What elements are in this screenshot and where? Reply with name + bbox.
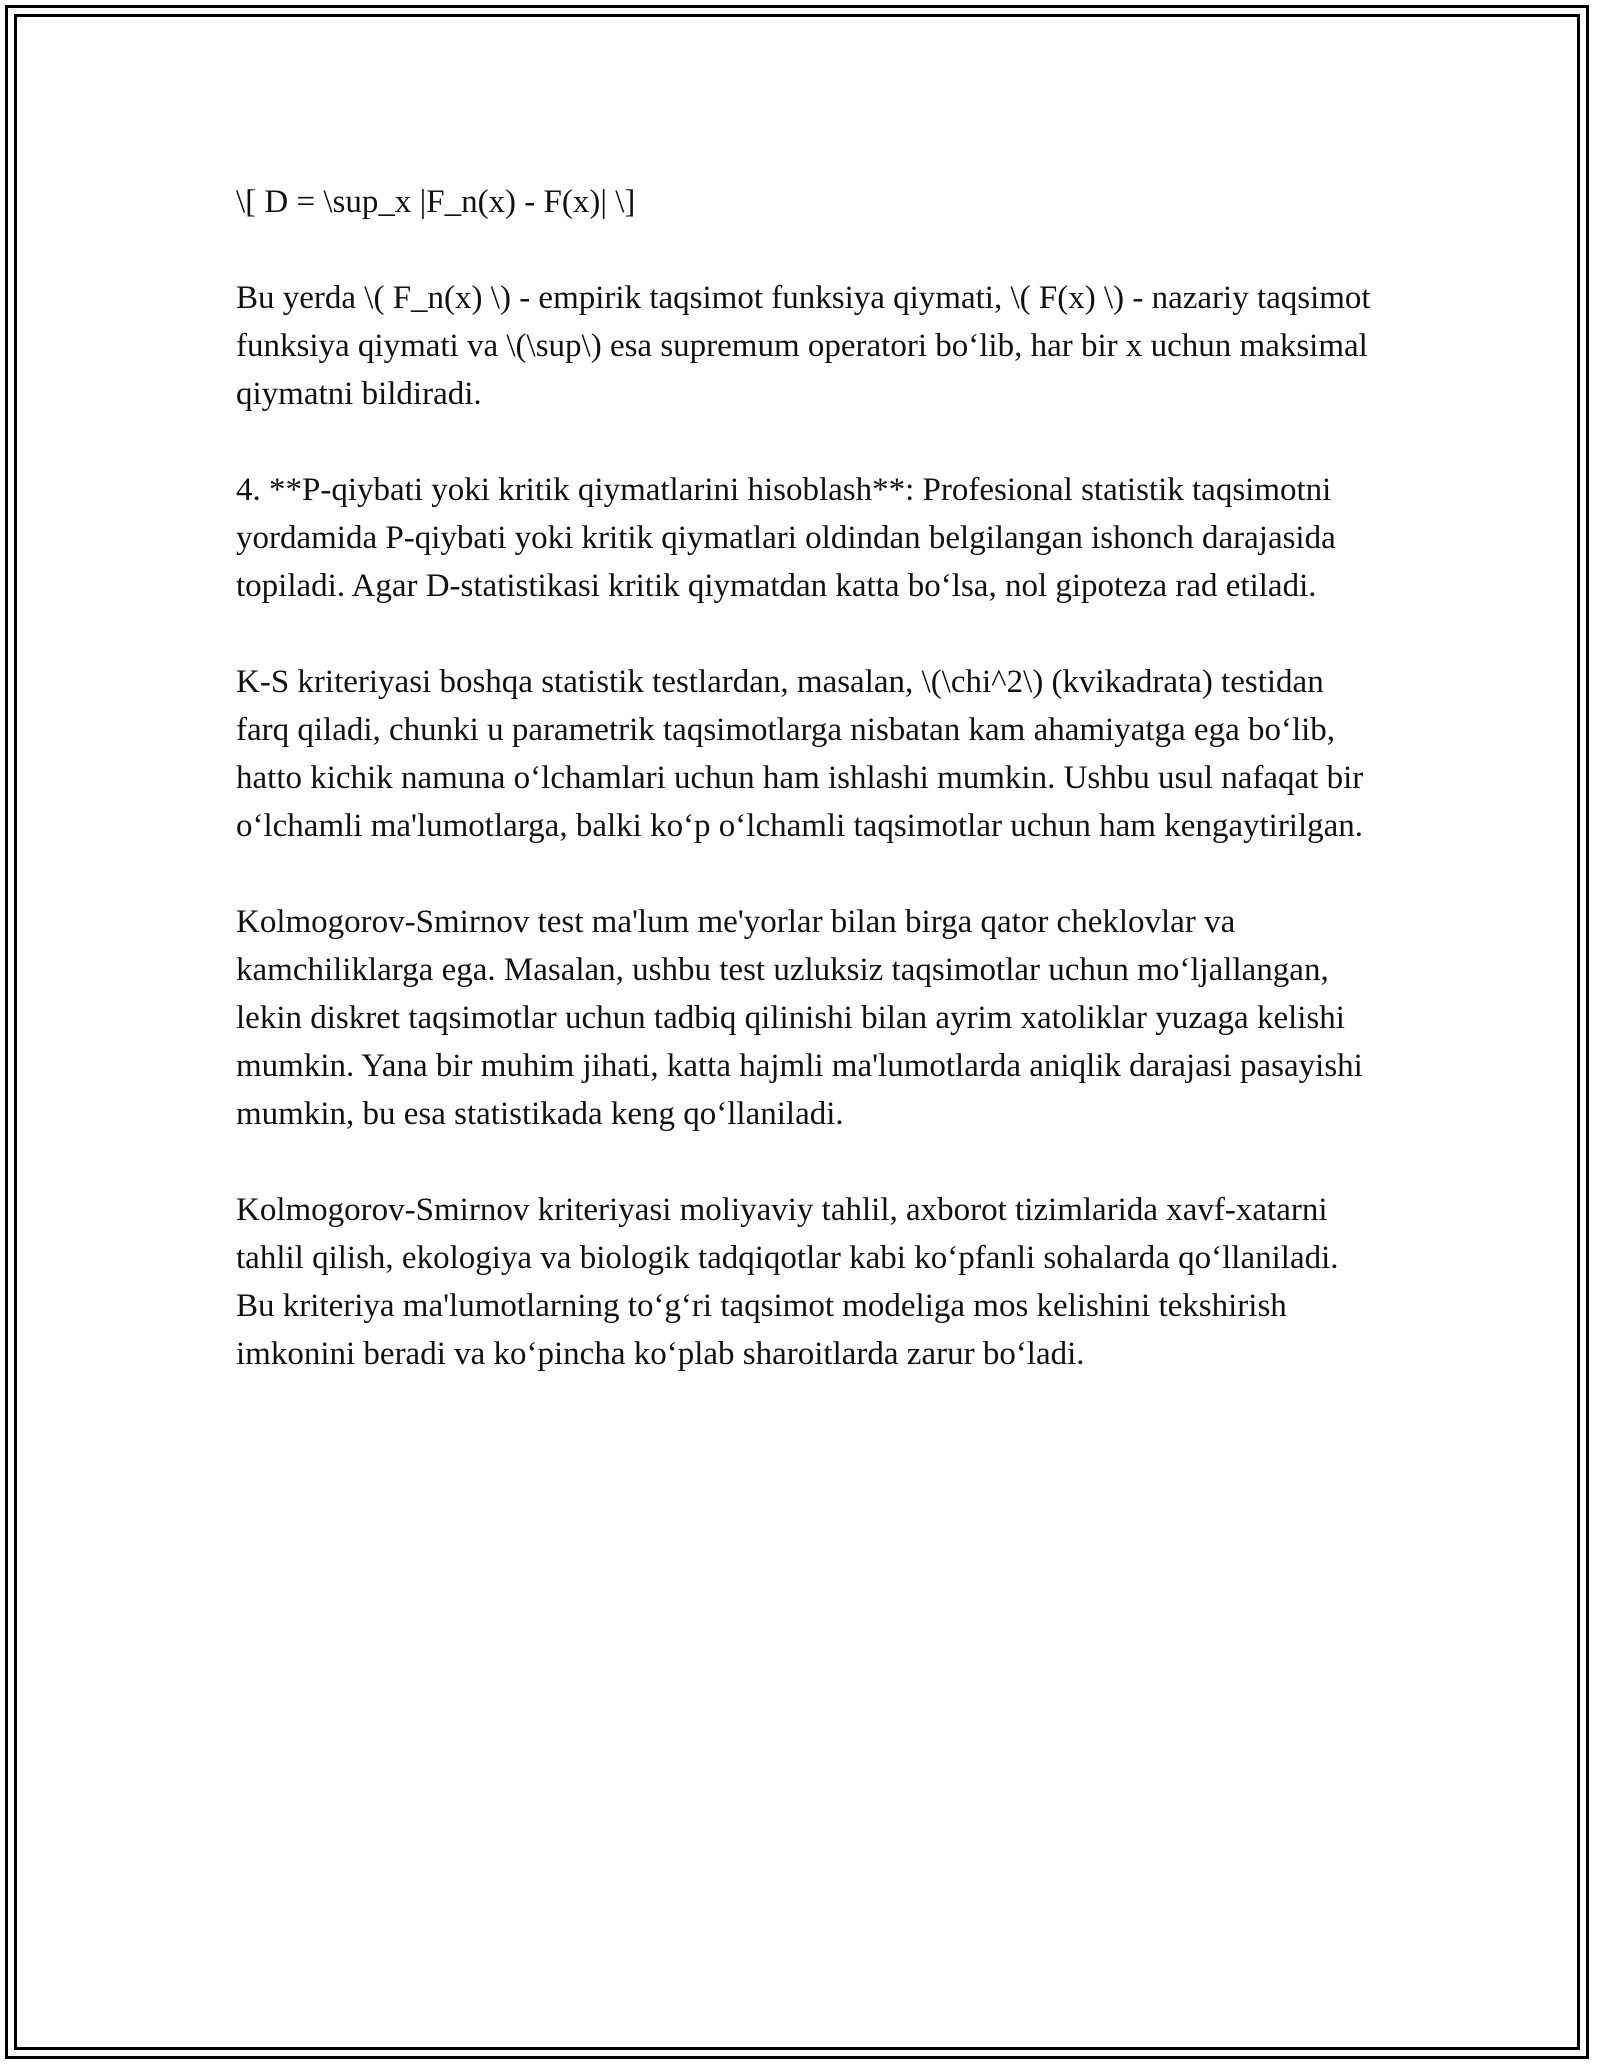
comparison-paragraph: K-S kriteriyasi boshqa statistik testlardan, masalan, \(\chi^2\) (kvikadrata) testidan farq qiladi, chunki u parametrik taqsimotlarga nisbatan kam ahamiyatga ega bo‘lib, hatto kichik namuna o‘lchamlari uchun ham ishlashi mumkin. Ushbu usul nafaqat bir o‘lchamli ma'lumotlarga, balki ko‘p o‘lchamli taqsimotlar uchun ham kengaytirilgan. xyxy=(236,664,1364,844)
definition-paragraph: Bu yerda \( F_n(x) \) - empirik taqsimot funksiya qiymati, \( F(x) \) - nazariy taqsimot funksiya qiymati va \(\sup\) esa supremum operatori bo‘lib, har bir x uchun maksimal qiymatni bildiradi. xyxy=(236,280,1371,412)
document-body xyxy=(236,178,1376,1426)
applications-paragraph: Kolmogorov-Smirnov kriteriyasi moliyaviy tahlil, axborot tizimlarida xavf-xatarni tahlil qilish, ekologiya va biologik tadqiqotlar kabi ko‘pfanli sohalarda qo‘llaniladi. Bu kriteriya ma'lumotlarning to‘g‘ri taqsimot modeliga mos kelishini tekshirish imkonini beradi va ko‘pincha ko‘plab sharoitlarda zarur bo‘ladi. xyxy=(236,1192,1339,1372)
step-4-paragraph: 4. **P-qiybati yoki kritik qiymatlarini hisoblash**: Profesional statistik taqsimotni yordamida P-qiybati yoki kritik qiymatlari oldindan belgilangan ishonch darajasida topiladi. Agar D-statistikasi kritik qiymatdan katta bo‘lsa, nol gipoteza rad etiladi. xyxy=(236,472,1336,604)
limitations-paragraph: Kolmogorov-Smirnov test ma'lum me'yorlar bilan birga qator cheklovlar va kamchiliklarga ega. Masalan, ushbu test uzluksiz taqsimotlar uchun mo‘ljallangan, lekin diskret taqsimotlar uchun tadbiq qilinishi bilan ayrim xatoliklar yuzaga kelishi mumkin. Yana bir muhim jihati, katta hajmli ma'lumotlarda aniqlik darajasi pasayishi mumkin, bu esa statistikada keng qo‘llaniladi. xyxy=(236,904,1363,1132)
formula-paragraph: \[ D = \sup_x |F_n(x) - F(x)| \] xyxy=(236,184,636,220)
